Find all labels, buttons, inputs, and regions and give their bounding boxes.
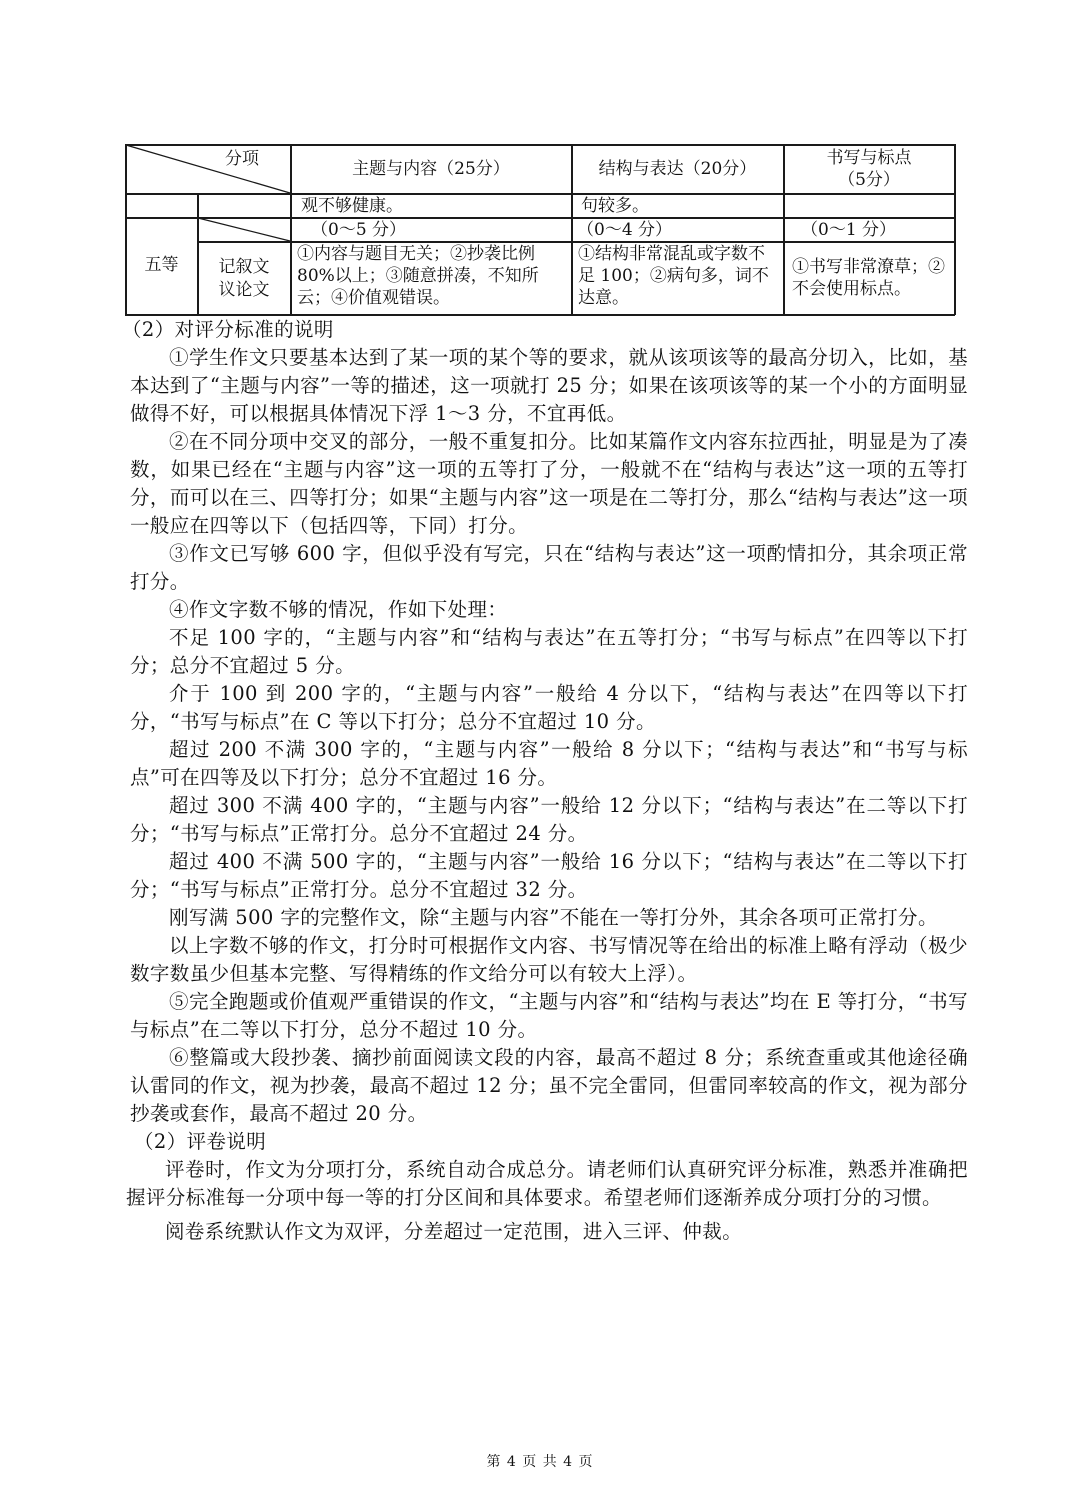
table-cell-genre-line2: 议论文 (218, 280, 270, 300)
section-heading-scoring-notes: （2）对评分标准的说明 (122, 318, 334, 341)
paragraph-13: ⑥整篇或大段抄袭、摘抄前面阅读文段的内容，最高不超过 8 分；系统查重或其他途径确认雷同的作文，视为抄袭，最高不超过 12 分；虽不完全雷同，但雷同率较高的作文，视为部分抄袭或套作，最高不超过 20 分。 (130, 1046, 968, 1125)
table-cell-structure-carry: 句较多。 (581, 196, 649, 216)
page-footer: 第 4 页 共 4 页 (486, 1454, 594, 1470)
table-header-writing-line1: 书写与标点 (826, 148, 912, 168)
table-cell-content-desc: ①内容与题目无关；②抄袭比例80%以上；③随意拼凑，不知所云；④价值观错误。 (297, 244, 539, 308)
paragraph-6: 介于 100 到 200 字的，“主题与内容”一般给 4 分以下，“结构与表达”在四等以下打分，“书写与标点”在 C 等以下打分；总分不宜超过 10 分。 (130, 682, 968, 733)
paragraph-1: ①学生作文只要基本达到了某一项的某个等的要求，就从该项该等的最高分切入，比如，基本达到了“主题与内容”一等的描述，这一项就打 25 分；如果在该项该等的某一个小的方面明显做得不好，可以根据具体情况下浮 1～3 分，不宜再低。 (130, 346, 968, 425)
paragraph-7: 超过 200 不满 300 字的，“主题与内容”一般给 8 分以下；“结构与表达”和“书写与标点”可在四等及以下打分；总分不宜超过 16 分。 (130, 738, 968, 789)
table-header-content: 主题与内容（25分） (352, 159, 510, 179)
paragraph-3: ③作文已写够 600 字，但似乎没有写完，只在“结构与表达”这一项酌情扣分，其余项正常打分。 (130, 542, 968, 593)
genre-diagonal-line (197, 217, 291, 242)
scoring-table (125, 144, 955, 315)
paragraph-8: 超过 300 不满 400 字的，“主题与内容”一般给 12 分以下；“结构与表达”在二等以下打分；“书写与标点”正常打分。总分不宜超过 24 分。 (130, 794, 968, 845)
paragraph-2: ②在不同分项中交叉的部分，一般不重复扣分。比如某篇作文内容东拉西扯，明显是为了凑数，如果已经在“主题与内容”这一项的五等打了分，一般就不在“结构与表达”这一项的五等打分，而可以在三、四等打分；如果“主题与内容”这一项是在二等打分，那么“结构与表达”这一项一般应在四等以下（包括四等，下同）打分。 (130, 430, 968, 537)
table-header-writing-line2: （5分） (838, 170, 900, 190)
paragraph-10: 刚写满 500 字的完整作文，除“主题与内容”不能在一等打分外，其余各项可正常打分。 (169, 906, 938, 929)
table-cell-writing-range: （0～1 分） (801, 220, 897, 240)
table-cell-content-carry: 观不够健康。 (301, 196, 403, 216)
paragraph-16: 阅卷系统默认作文为双评，分差超过一定范围，进入三评、仲裁。 (165, 1220, 743, 1243)
table-cell-content-range: （0～5 分） (311, 220, 407, 240)
paragraph-11: 以上字数不够的作文，打分时可根据作文内容、书写情况等在给出的标准上略有浮动（极少数字数虽少但基本完整、写得精练的作文给分可以有较大上浮）。 (130, 934, 968, 985)
table-cell-structure-range: （0～4 分） (577, 220, 673, 240)
table-cell-structure-desc: ①结构非常混乱或字数不足 100；②病句多，词不达意。 (578, 244, 769, 308)
paragraph-12: ⑤完全跑题或价值观严重错误的作文，“主题与内容”和“结构与表达”均在 E 等打分，“书写与标点”在二等以下打分，总分不超过 10 分。 (130, 990, 968, 1041)
table-cell-writing-desc: ①书写非常潦草；②不会使用标点。 (792, 257, 945, 299)
paragraph-5: 不足 100 字的，“主题与内容”和“结构与表达”在五等打分；“书写与标点”在四等以下打分；总分不宜超过 5 分。 (130, 626, 968, 677)
table-cell-genre-line1: 记叙文 (218, 257, 270, 277)
paragraph-15: 评卷时，作文为分项打分，系统自动合成总分。请老师们认真研究评分标准，熟悉并准确把握评分标准每一分项中每一等的打分区间和具体要求。希望老师们逐渐养成分项打分的习惯。 (126, 1158, 968, 1209)
table-cell-grade: 五等 (144, 255, 179, 275)
header-diagonal-line (125, 144, 291, 194)
body-text (110, 316, 968, 1246)
paragraph-4: ④作文字数不够的情况，作如下处理： (169, 598, 508, 621)
section-heading-marking-notes: （2）评卷说明 (134, 1130, 267, 1153)
table-header-category: 分项 (225, 149, 259, 169)
paragraph-9: 超过 400 不满 500 字的，“主题与内容”一般给 16 分以下；“结构与表达”在二等以下打分；“书写与标点”正常打分。总分不宜超过 32 分。 (130, 850, 968, 901)
table-header-structure: 结构与表达（20分） (598, 159, 757, 179)
